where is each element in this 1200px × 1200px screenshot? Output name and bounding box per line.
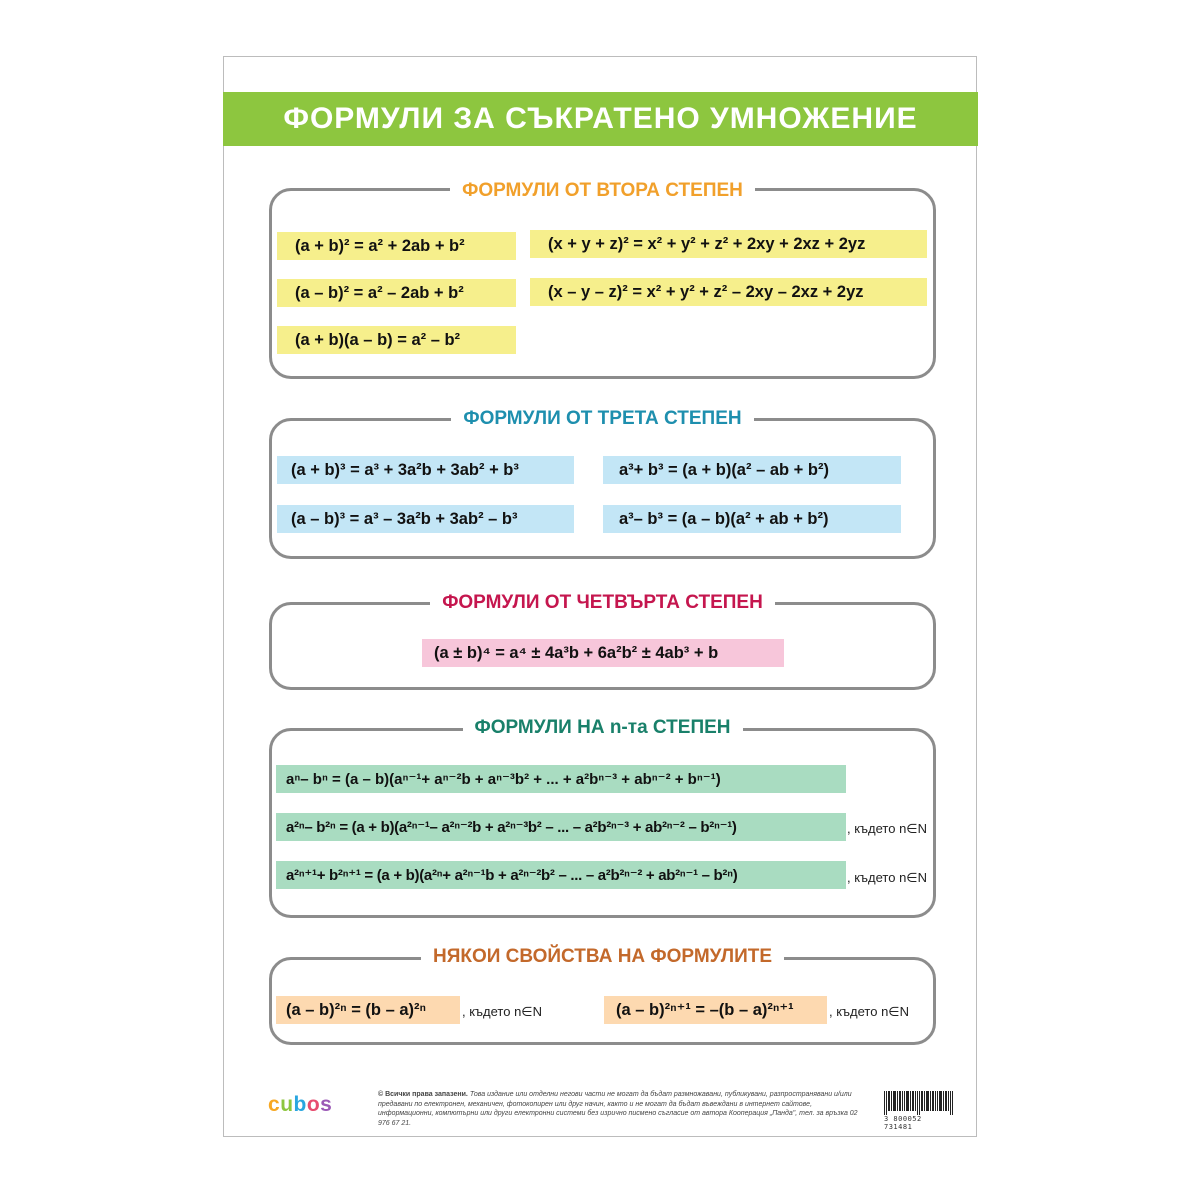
poster-title: ФОРМУЛИ ЗА СЪКРАТЕНО УМНОЖЕНИЕ xyxy=(223,92,978,146)
properties-title: НЯКОИ СВОЙСТВА НА ФОРМУЛИТЕ xyxy=(269,945,936,969)
formula-cube-sum: (a + b)³ = a³ + 3a²b + 3ab² + b³ xyxy=(277,456,574,484)
formula-even-power-property: (a – b)²ⁿ = (b – a)²ⁿ xyxy=(276,996,460,1024)
formula-nth-difference: aⁿ– bⁿ = (a – b)(aⁿ⁻¹+ aⁿ⁻²b + aⁿ⁻³b² + ... + a²bⁿ⁻³ + abⁿ⁻² + bⁿ⁻¹) xyxy=(276,765,846,793)
second-degree-title: ФОРМУЛИ ОТ ВТОРА СТЕПЕН xyxy=(269,179,936,203)
property-condition-note: , където n∈N xyxy=(462,1004,543,1019)
nth-degree-title: ФОРМУЛИ НА n-та СТЕПЕН xyxy=(269,716,936,740)
formula-odd-power-property: (a – b)²ⁿ⁺¹ = –(b – a)²ⁿ⁺¹ xyxy=(604,996,827,1024)
cubos-logo: cubos xyxy=(268,1093,333,1116)
copyright-text: Това издание или отделни негови части не могат да бъдат размножавани, публикувани, разпространявани и/или предавани по електронен, механичен, фотокопирен или друг начин, както и не могат да бъдат въвеждани в интернет сайтове, информационни, компютърни или други електронни системи без изрично писмено съгласие от автора Кооперация „Панда", тел. за връзка 02 976 67 21. xyxy=(378,1091,858,1127)
formula-square-difference: (a – b)² = a² – 2ab + b² xyxy=(277,279,516,307)
barcode-bars xyxy=(884,1091,954,1115)
formula-trinomial-square-difference: (x – y – z)² = x² + y² + z² – 2xy – 2xz + 2yz xyxy=(530,278,927,306)
property-condition-note: , където n∈N xyxy=(829,1004,910,1019)
formula-fourth-power: (a ± b)⁴ = a⁴ ± 4a³b + 6a²b² ± 4ab³ + b xyxy=(422,639,784,667)
nth-condition-note: , където n∈N xyxy=(847,870,928,885)
fourth-degree-title: ФОРМУЛИ ОТ ЧЕТВЪРТА СТЕПЕН xyxy=(269,591,936,615)
nth-condition-note: , където n∈N xyxy=(847,821,928,836)
barcode-number: 3 800052 731481 xyxy=(884,1115,922,1131)
formula-cube-difference: (a – b)³ = a³ – 3a²b + 3ab² – b³ xyxy=(277,505,574,533)
copyright-notice xyxy=(378,1090,866,1128)
formula-square-sum: (a + b)² = a² + 2ab + b² xyxy=(277,232,516,260)
formula-difference-of-squares: (a + b)(a – b) = a² – b² xyxy=(277,326,516,354)
third-degree-title: ФОРМУЛИ ОТ ТРЕТА СТЕПЕН xyxy=(269,407,936,431)
formula-odd-power-sum: a²ⁿ⁺¹+ b²ⁿ⁺¹ = (a + b)(a²ⁿ+ a²ⁿ⁻¹b + a²ⁿ⁻²b² – ... – a²b²ⁿ⁻² + ab²ⁿ⁻¹ – b²ⁿ) xyxy=(276,861,846,889)
formula-difference-of-cubes: a³– b³ = (a – b)(a² + ab + b²) xyxy=(603,505,901,533)
copyright-lead: © Всички права запазени. xyxy=(378,1091,468,1098)
barcode xyxy=(884,1091,954,1131)
formula-trinomial-square-sum: (x + y + z)² = x² + y² + z² + 2xy + 2xz + 2yz xyxy=(530,230,927,258)
third-degree-box xyxy=(269,418,936,559)
formula-even-power-difference: a²ⁿ– b²ⁿ = (a + b)(a²ⁿ⁻¹– a²ⁿ⁻²b + a²ⁿ⁻³b² – ... – a²b²ⁿ⁻³ + ab²ⁿ⁻² – b²ⁿ⁻¹) xyxy=(276,813,846,841)
formula-sum-of-cubes: a³+ b³ = (a + b)(a² – ab + b²) xyxy=(603,456,901,484)
